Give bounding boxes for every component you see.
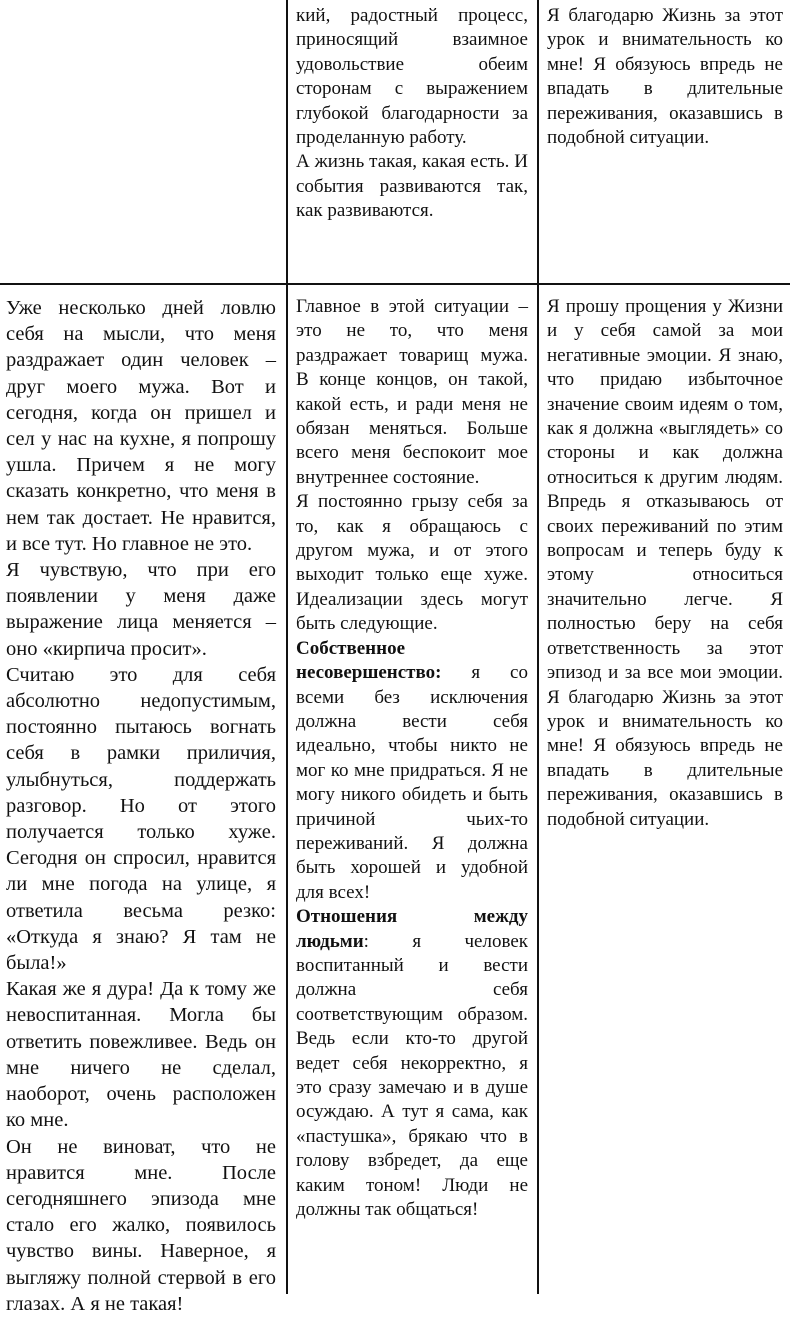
row2-col2-paragraph: Главное в этой ситуации – это не то, что меня раздражает товарищ мужа. В конце концов, он такой, какой есть, и ради меня не обязан меняться. Больше всего меня беспокоит мое внутреннее состояние. xyxy=(296,296,528,488)
column-divider-2 xyxy=(537,0,539,1294)
row2-col1-paragraph: Я чувствую, что при его появлении у меня даже выражение лица меняется – оно «кирпича просит». xyxy=(6,559,276,660)
row1-col2-paragraph: А жизнь такая, какая есть. И события развиваются так, как развиваются. xyxy=(296,151,528,222)
row1-col2-cell xyxy=(296,4,528,280)
row2-col1-cell xyxy=(6,295,276,1315)
row2-col2-paragraph: Я постоянно грызу себя за то, как я обращаюсь с другом мужа, и от этого выходит только еще хуже. Идеализации здесь могут быть следующие. xyxy=(296,491,528,635)
idealization-text: я со всеми без исключения должна вести себя идеально, чтобы никто не мог ко мне придраться. Я не могу никого обидеть и быть причиной чьих-то переживаний. Я должна быть хорошей и удобной для всех! xyxy=(296,662,528,903)
row2-col2-paragraph xyxy=(296,637,528,905)
row2-col3-paragraph: Я прошу прощения у Жизни и у себя самой за мои негативные эмоции. Я знаю, что придаю избыточное значение своим идеям о том, как я должна «выглядеть» со стороны и как должна относиться к другим людям. Впредь я отказываюсь от своих переживаний по этим вопросам и теперь буду к этому относиться значительно легче. Я полностью беру на себя ответственность за этот эпизод и за все мои эмоции. Я благодарю Жизнь за этот урок и внимательность ко мне! Я обязуюсь впредь не впадать в длительные переживания, оказавшись в подобной ситуации. xyxy=(547,296,783,830)
row2-col2-paragraph xyxy=(296,905,528,1222)
row1-col3-paragraph: Я благодарю Жизнь за этот урок и внимательность ко мне! Я обязуюсь впредь не впадать в длительные переживания, оказавшись в подобной ситуации. xyxy=(547,5,783,149)
row2-col1-paragraph: Какая же я дура! Да к тому же невоспитанная. Могла бы ответить повежливее. Ведь он мне ничего не сделал, наоборот, очень расположен ко мне. xyxy=(6,978,276,1132)
row-divider xyxy=(0,283,790,285)
row2-col1-paragraph: Уже несколько дней ловлю себя на мысли, что меня раздражает один человек – друг моего мужа. Вот и сегодня, когда он пришел и сел у нас на кухне, я попрошу ушла. Причем я не могу сказать конкретно, что меня в нем так достает. Не нравится, и все тут. Но главное не это. xyxy=(6,297,276,555)
row2-col3-cell xyxy=(547,295,783,1290)
idealization-heading: Отношения между людьми xyxy=(296,906,528,952)
row2-col1-paragraph: Считаю это для себя абсолютно недопустимым, постоянно пытаюсь вогнать себя в рамки приличия, улыбнуться, поддержать разговор. Но от этого получается только хуже. Сегодня он спросил, нравится ли мне погода на улице, я ответила весьма резко: «Откуда я знаю? Я там не была!» xyxy=(6,663,276,975)
row1-col3-cell xyxy=(547,4,783,280)
row1-col2-paragraph: кий, радостный процесс, приносящий взаимное удовольствие обеим сторонам с выражением глубокой благодарности за проделанную работу. xyxy=(296,5,528,149)
row1-col1-cell xyxy=(6,4,278,280)
idealization-heading: Собственное несовершенство: xyxy=(296,637,442,684)
column-divider-1 xyxy=(286,0,288,1294)
row2-col1-paragraph: Он не виноват, что не нравится мне. После сегодняшнего эпизода мне стало его жалко, появилось чувство вины. Наверное, я выгляжу полной стервой в его глазах. А я не такая! xyxy=(6,1135,276,1315)
row2-col2-cell xyxy=(296,295,528,1290)
idealization-text: : я человек воспитанный и вести должна себя соответствующим образом. Ведь если кто-то другой ведет себя некорректно, я это сразу замечаю и в душе осуждаю. А тут я сама, как «пастушка», брякаю что в голову взбредет, да еще каким тоном! Люди не должны так общаться! xyxy=(296,930,528,1221)
